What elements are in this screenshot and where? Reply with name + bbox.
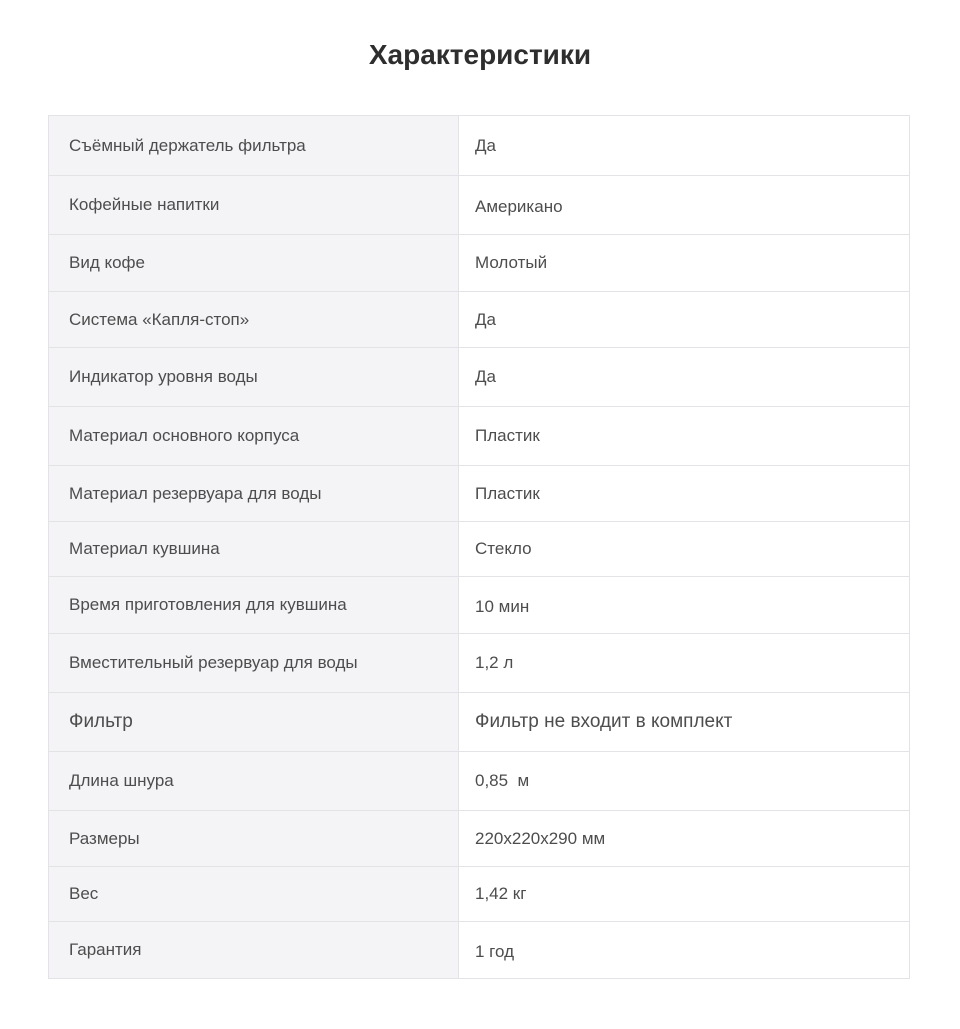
table-row (49, 235, 910, 292)
spec-label: Длина шнура (49, 752, 459, 811)
table-row (49, 922, 910, 979)
spec-label: Вид кофе (49, 235, 459, 292)
table-row (49, 811, 910, 867)
table-row (49, 577, 910, 634)
spec-label: Фильтр (49, 693, 459, 752)
table-row (49, 116, 910, 176)
spec-label: Вес (49, 867, 459, 922)
spec-label: Съёмный держатель фильтра (49, 116, 459, 176)
spec-value: Американо (459, 176, 910, 235)
table-row (49, 348, 910, 407)
table-row (49, 292, 910, 348)
spec-value: 10 мин (459, 577, 910, 634)
spec-label: Материал кувшина (49, 522, 459, 577)
table-row (49, 176, 910, 235)
table-row (49, 466, 910, 522)
spec-value: 220x220x290 мм (459, 811, 910, 867)
table-row (49, 522, 910, 577)
spec-label: Материал резервуара для воды (49, 466, 459, 522)
spec-value: Молотый (459, 235, 910, 292)
table-row (49, 867, 910, 922)
spec-label: Материал основного корпуса (49, 407, 459, 466)
spec-label: Гарантия (49, 922, 459, 979)
spec-value: Да (459, 348, 910, 407)
spec-value: Стекло (459, 522, 910, 577)
spec-label: Кофейные напитки (49, 176, 459, 235)
spec-value: Пластик (459, 466, 910, 522)
spec-value: Да (459, 116, 910, 176)
table-row (49, 752, 910, 811)
specs-table (48, 115, 910, 979)
spec-label: Время приготовления для кувшина (49, 577, 459, 634)
spec-value: 1,42 кг (459, 867, 910, 922)
spec-label: Индикатор уровня воды (49, 348, 459, 407)
table-row (49, 634, 910, 693)
spec-value: Фильтр не входит в комплект (459, 693, 910, 752)
spec-label: Размеры (49, 811, 459, 867)
spec-value: 1,2 л (459, 634, 910, 693)
spec-value: 1 год (459, 922, 910, 979)
table-row (49, 693, 910, 752)
spec-label: Вместительный резервуар для воды (49, 634, 459, 693)
page-title: Характеристики (368, 39, 592, 70)
spec-value: Пластик (459, 407, 910, 466)
table-row (49, 407, 910, 466)
spec-label: Система «Капля-стоп» (49, 292, 459, 348)
spec-value: Да (459, 292, 910, 348)
spec-value: 0,85 м (459, 752, 910, 811)
